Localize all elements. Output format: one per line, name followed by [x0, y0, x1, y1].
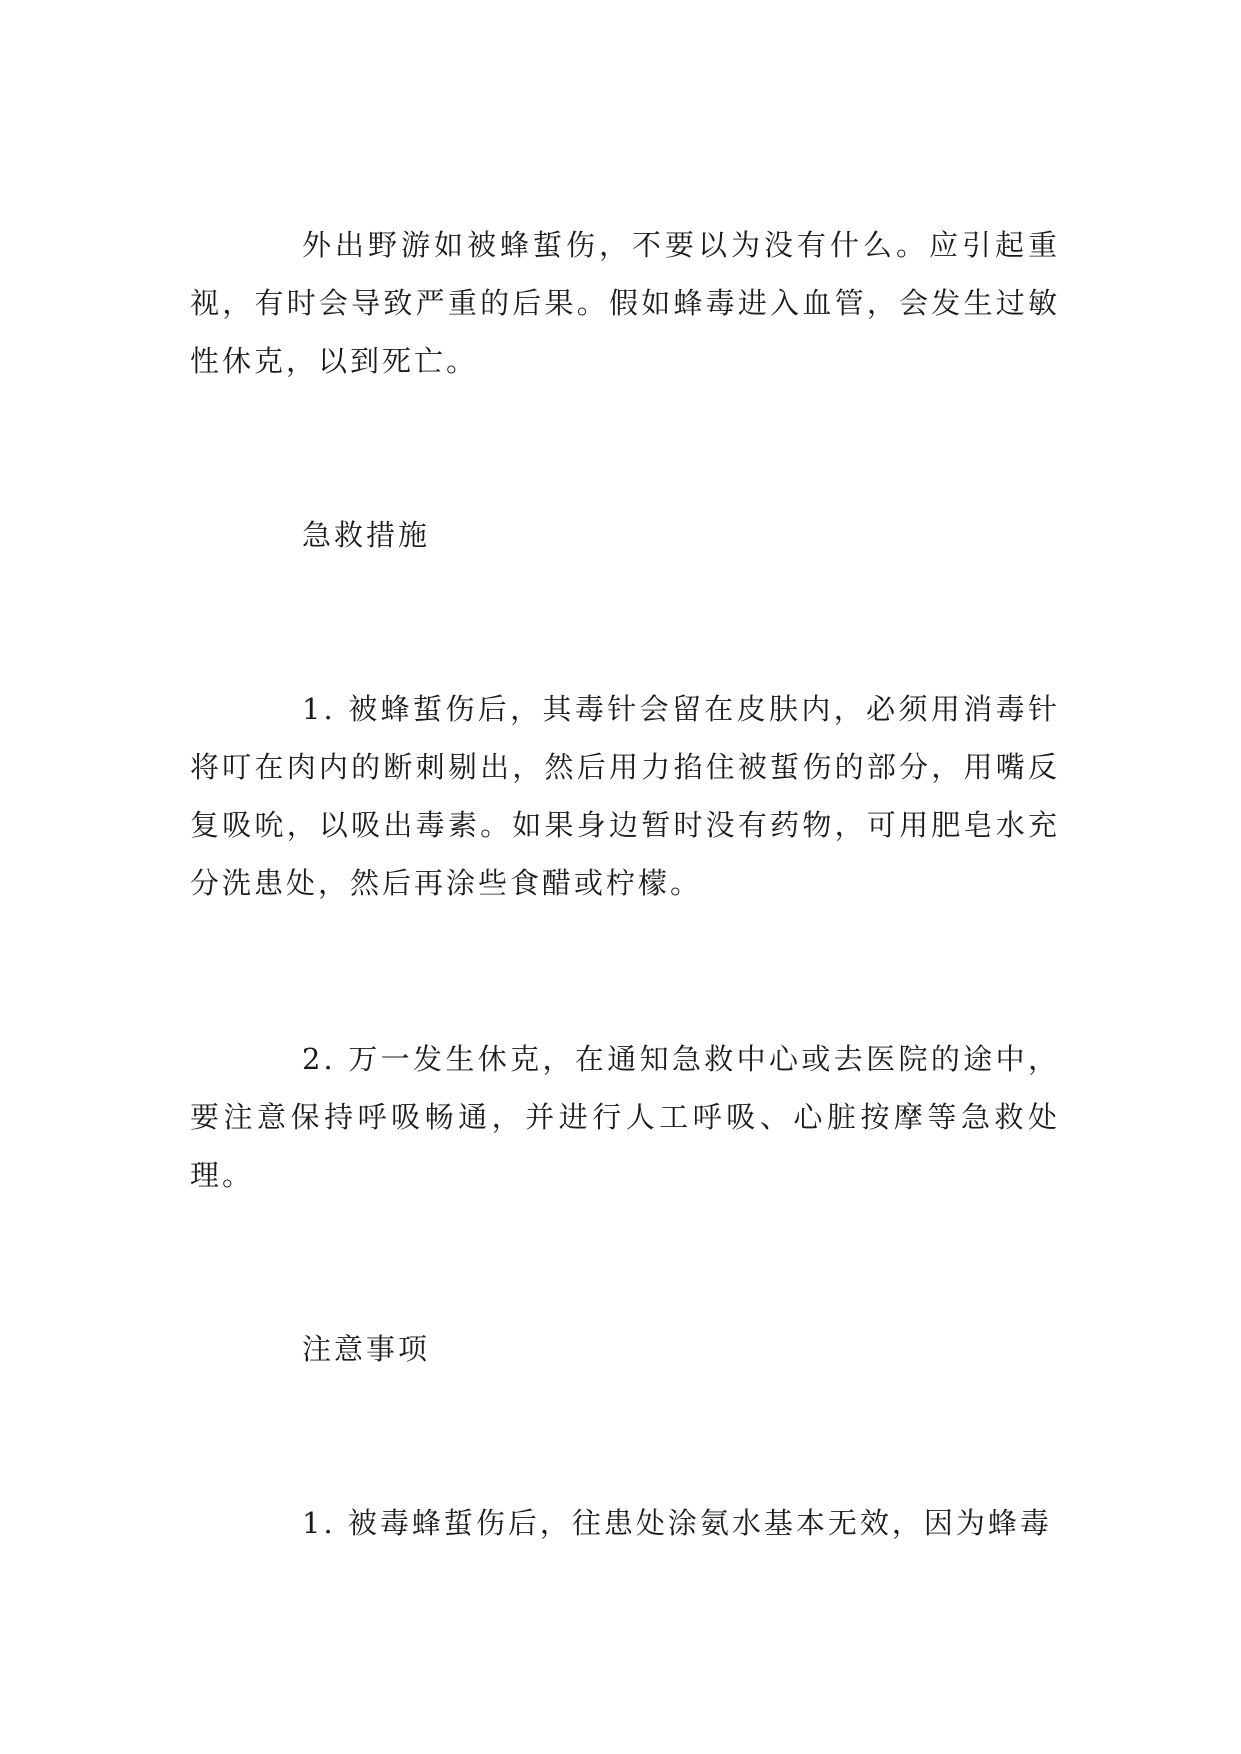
- first-aid-step-1: 1. 被蜂蜇伤后，其毒针会留在皮肤内，必须用消毒针将叮在肉内的断刺剔出，然后用力掐住被蜇伤的部分，用嘴反复吸吮，以吸出毒素。如果身边暂时没有药物，可用肥皂水充分洗患处，然后再涂些食醋或柠檬。: [190, 692, 1060, 900]
- intro-paragraph: 外出野游如被蜂蜇伤，不要以为没有什么。应引起重视，有时会导致严重的后果。假如蜂毒进入血管，会发生过敏性休克，以到死亡。: [190, 228, 1060, 378]
- note-1: 1. 被毒蜂蜇伤后，往患处涂氨水基本无效，因为蜂毒: [302, 1506, 1052, 1540]
- first-aid-step-2: 2. 万一发生休克，在通知急救中心或去医院的途中，要注意保持呼吸畅通，并进行人工呼吸、心脏按摩等急救处理。: [190, 1042, 1060, 1192]
- first-aid-heading: 急救措施: [302, 518, 431, 552]
- notes-heading: 注意事项: [302, 1332, 431, 1366]
